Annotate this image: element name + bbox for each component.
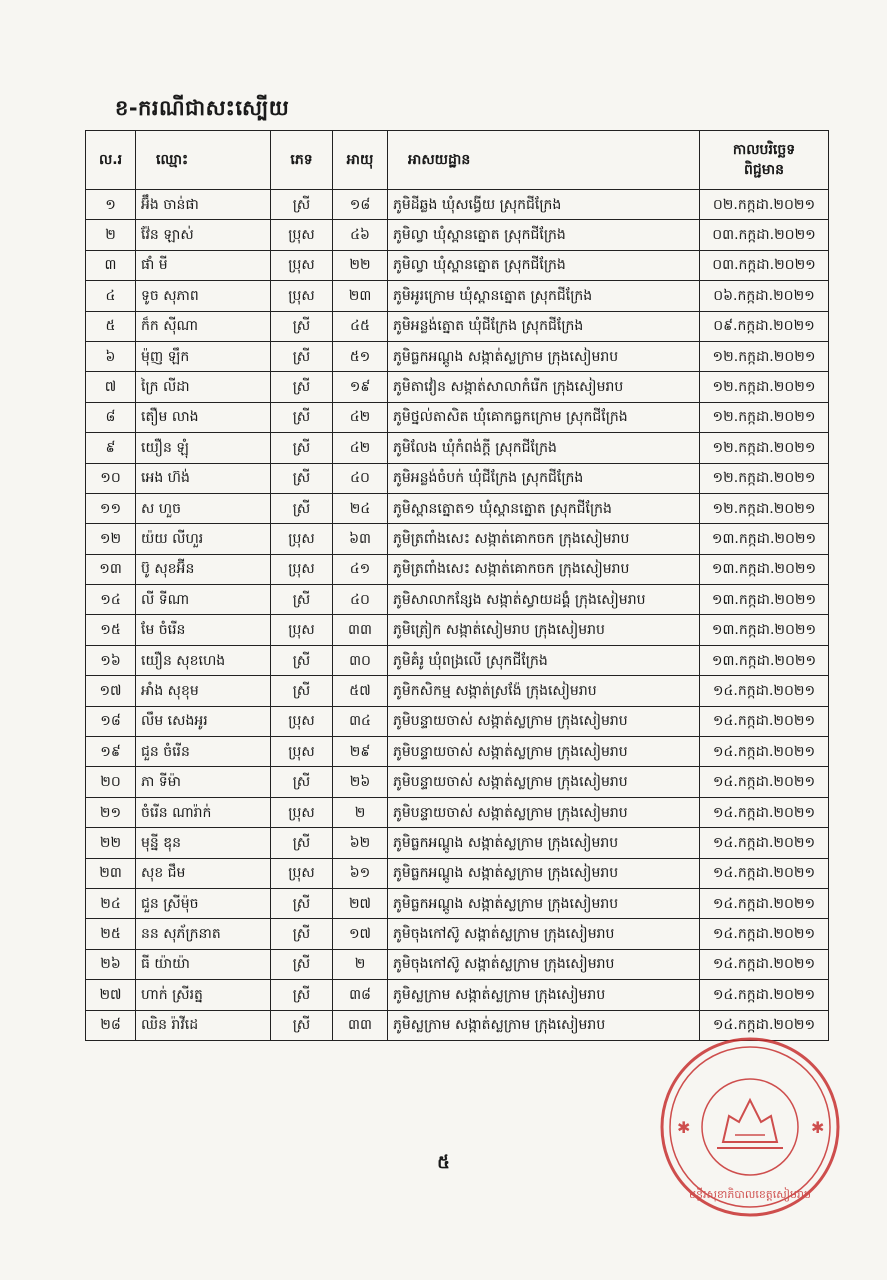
page-number: ៥ [437,1152,450,1173]
table-row [86,767,829,797]
cell-address: ភូមិថ្នល់តាសិត ឃុំគោកធ្លកក្រោម ស្រុកជីក្រែង [388,402,700,432]
cell-sex: ប្រុស [271,281,333,311]
table-row [86,919,829,949]
header-age: អាយុ [333,131,388,190]
cell-number: ២២ [86,828,136,858]
cell-age: ៣០ [333,645,388,675]
cell-name: ជួន ស្រីម៉ុច [136,888,271,918]
cell-sex: ស្រី [271,980,333,1010]
cell-name: ស ហួច [136,493,271,523]
table-row [86,524,829,554]
cell-sex: ប្រុស [271,250,333,280]
cell-name: ទូច សុភាព [136,281,271,311]
cell-sex: ស្រី [271,919,333,949]
cell-sex: ស្រី [271,676,333,706]
cell-sex: ប្រុស [271,554,333,584]
cell-number: ៤ [86,281,136,311]
cell-address: ភូមិចុងកៅស៊ូ សង្កាត់ស្លក្រាម ក្រុងសៀមរាប [388,949,700,979]
cell-number: ៩ [86,433,136,463]
cell-name: ក៏ក ស៊ីណា [136,311,271,341]
cell-date: ១២.កក្កដា.២០២១ [700,372,829,402]
cell-sex: ស្រី [271,433,333,463]
cell-date: ១២.កក្កដា.២០២១ [700,341,829,371]
cell-date: ១៤.កក្កដា.២០២១ [700,737,829,767]
cell-date: ១៣.កក្កដា.២០២១ [700,524,829,554]
cell-age: ៤២ [333,433,388,463]
table-row [86,220,829,250]
header-number: ល.រ [86,131,136,190]
cell-age: ៣៣ [333,1010,388,1040]
cell-date: ១៤.កក្កដា.២០២១ [700,949,829,979]
cell-address: ភូមិស្លក្រាម សង្កាត់ស្លក្រាម ក្រុងសៀមរាប [388,1010,700,1040]
cell-address: ភូមិអូរក្រោម ឃុំស្ពានត្នោត ស្រុកជីក្រែង [388,281,700,311]
cell-age: ២៩ [333,737,388,767]
cell-age: ៥៧ [333,676,388,706]
cell-name: យ៉យ លីហួរ [136,524,271,554]
table-row [86,858,829,888]
cell-name: មុន្នី ឌុន [136,828,271,858]
cell-sex: ប្រុស [271,706,333,736]
table-row [86,311,829,341]
table-row [86,250,829,280]
table-row [86,828,829,858]
cell-age: ១៧ [333,919,388,949]
cell-sex: ប្រុស [271,524,333,554]
cell-address: ភូមិធ្លកអណ្ដូង សង្កាត់ស្លក្រាម ក្រុងសៀមរាប [388,858,700,888]
recovered-cases-table [85,130,829,1041]
cell-number: ៧ [86,372,136,402]
cell-address: ភូមិអន្លង់ត្នោត ឃុំជីក្រែង ស្រុកជីក្រែង [388,311,700,341]
table-row [86,645,829,675]
seal-star-left-icon: ✱ [677,1118,691,1137]
cell-date: ១៤.កក្កដា.២០២១ [700,919,829,949]
cell-age: ៤២ [333,402,388,432]
cell-age: ៤៥ [333,311,388,341]
cell-date: ១៣.កក្កដា.២០២១ [700,554,829,584]
cell-date: ១២.កក្កដា.២០២១ [700,433,829,463]
cell-name: តឿម លាង [136,402,271,432]
cell-number: ៣ [86,250,136,280]
cell-address: ភូមិបន្ទាយចាស់ សង្កាត់ស្លក្រាម ក្រុងសៀមរាប [388,737,700,767]
cell-age: ៦១ [333,858,388,888]
header-sex: ភេទ [271,131,333,190]
cell-name: នន សុភ័ក្រនាត [136,919,271,949]
cell-number: ៦ [86,341,136,371]
table-row [86,341,829,371]
cell-name: ជួន ចំរើន [136,737,271,767]
table-row [86,493,829,523]
cell-age: ២៧ [333,888,388,918]
cell-number: ២១ [86,797,136,827]
cell-address: ភូមិធ្លកអណ្ដូង សង្កាត់ស្លក្រាម ក្រុងសៀមរាប [388,341,700,371]
cell-sex: ប្រុស [271,220,333,250]
cell-name: លី ទីណា [136,585,271,615]
table-header-row [86,131,829,190]
cell-age: ២២ [333,250,388,280]
cell-age: ៤៦ [333,220,388,250]
cell-date: ១៤.កក្កដា.២០២១ [700,797,829,827]
cell-sex: ស្រី [271,493,333,523]
cell-age: ៤០ [333,585,388,615]
cell-number: ២០ [86,767,136,797]
table-row [86,372,829,402]
cell-name: សុខ ជឹម [136,858,271,888]
cell-date: ១៤.កក្កដា.២០២១ [700,980,829,1010]
cell-address: ភូមិធ្លកអណ្ដូង សង្កាត់ស្លក្រាម ក្រុងសៀមរាប [388,888,700,918]
cell-date: ១៤.កក្កដា.២០២១ [700,1010,829,1040]
table-row [86,949,829,979]
cell-number: ២៥ [86,919,136,949]
cell-date: ០៣.កក្កដា.២០២១ [700,220,829,250]
cell-name: ប៊ូ សុខអ៊ីន [136,554,271,584]
cell-age: ៤០ [333,463,388,493]
cell-name: យឿន សុខហេង [136,645,271,675]
cell-age: ២៣ [333,281,388,311]
cell-sex: ស្រី [271,311,333,341]
cell-number: ១០ [86,463,136,493]
cell-name: ហាក់ ស្រីរត្ន [136,980,271,1010]
cell-number: ២៤ [86,888,136,918]
cell-address: ភូមិធ្លកអណ្ដូង សង្កាត់ស្លក្រាម ក្រុងសៀមរាប [388,828,700,858]
cell-name: ចំរើន ណារ៉ាក់ [136,797,271,827]
cell-date: ១៤.កក្កដា.២០២១ [700,888,829,918]
header-date-line2: ពិជ្ជមាន [744,162,784,178]
cell-address: ភូមិកសិកម្ម សង្កាត់ស្រង៉ែ ក្រុងសៀមរាប [388,676,700,706]
cell-date: ១២.កក្កដា.២០២១ [700,402,829,432]
cell-date: ១៣.កក្កដា.២០២១ [700,585,829,615]
cell-address: ភូមិត្រពាំងសេះ សង្កាត់គោកចក ក្រុងសៀមរាប [388,554,700,584]
cell-sex: ស្រី [271,402,333,432]
cell-age: ៥១ [333,341,388,371]
cell-sex: ស្រី [271,767,333,797]
cell-number: ១៨ [86,706,136,736]
table-row [86,463,829,493]
table-row [86,615,829,645]
table-row [86,706,829,736]
cell-address: ភូមិត្រៀក សង្កាត់សៀមរាប ក្រុងសៀមរាប [388,615,700,645]
cell-number: ១៩ [86,737,136,767]
cell-date: ១៤.កក្កដា.២០២១ [700,706,829,736]
cell-address: ភូមិស្លក្រាម សង្កាត់ស្លក្រាម ក្រុងសៀមរាប [388,980,700,1010]
cell-name: អេង ហ៊ង់ [136,463,271,493]
cell-date: ១៤.កក្កដា.២០២១ [700,858,829,888]
table-row [86,676,829,706]
cell-number: ១ [86,190,136,220]
cell-address: ភូមិបន្ទាយចាស់ សង្កាត់ស្លក្រាម ក្រុងសៀមរាប [388,797,700,827]
cell-name: យឿន ឡុំ [136,433,271,463]
cell-name: មែ ចំរើន [136,615,271,645]
cell-address: ភូមិដីឆ្លង ឃុំសង្វើយ ស្រុកជីក្រែង [388,190,700,220]
cell-age: ២៦ [333,767,388,797]
cell-age: ១៨ [333,190,388,220]
cell-name: ផាំ មី [136,250,271,280]
cell-number: ២៧ [86,980,136,1010]
cell-name: អ៊ឹង ចាន់ផា [136,190,271,220]
cell-name: អាំង សុខុម [136,676,271,706]
table-row [86,433,829,463]
cell-sex: ស្រី [271,463,333,493]
table-row [86,980,829,1010]
cell-address: ភូមិគំរូ ឃុំពង្រលើ ស្រុកជីក្រែង [388,645,700,675]
cell-date: ១២.កក្កដា.២០២១ [700,463,829,493]
cell-number: ១៤ [86,585,136,615]
cell-sex: ប្រុស [271,737,333,767]
cell-age: ៣៨ [333,980,388,1010]
cell-number: ២៦ [86,949,136,979]
cell-sex: ស្រី [271,949,333,979]
header-name: ឈ្មោះ [136,131,271,190]
header-address: អាសយដ្ឋាន [388,131,700,190]
cell-number: ៥ [86,311,136,341]
cell-name: ធី យ៉ាយ៉ា [136,949,271,979]
cell-sex: ស្រី [271,372,333,402]
cell-date: ១៣.កក្កដា.២០២១ [700,615,829,645]
table-row [86,737,829,767]
cell-date: ០៦.កក្កដា.២០២១ [700,281,829,311]
cell-number: ៨ [86,402,136,432]
cell-age: ២៤ [333,493,388,523]
cell-number: ២៨ [86,1010,136,1040]
cell-address: ភូមិល្វា ឃុំស្ពានត្នោត ស្រុកជីក្រែង [388,250,700,280]
cell-number: ២ [86,220,136,250]
table-row [86,797,829,827]
cell-date: ០២.កក្កដា.២០២១ [700,190,829,220]
cell-age: ១៩ [333,372,388,402]
section-title: ខ-ករណីជាសះស្បើយ [115,96,290,120]
cell-date: ០៣.កក្កដា.២០២១ [700,250,829,280]
table-row [86,190,829,220]
cell-age: ២ [333,797,388,827]
cell-sex: ស្រី [271,341,333,371]
cell-name: វ៉ែន ឡាស់ [136,220,271,250]
cell-age: ៤១ [333,554,388,584]
cell-address: ភូមិស្ពានត្នោត១ ឃុំស្ពានត្នោត ស្រុកជីក្រែង [388,493,700,523]
cell-number: ១៣ [86,554,136,584]
cell-sex: ស្រី [271,888,333,918]
seal-star-right-icon: ✱ [811,1118,825,1137]
cell-number: ១៥ [86,615,136,645]
seal-label: មន្ទីរសុខាភិបាលខេត្តសៀមរាប [689,1188,811,1201]
cell-sex: ប្រុស [271,615,333,645]
table-row [86,554,829,584]
cell-name: ម៉ុញ ឡឹក [136,341,271,371]
table-row [86,281,829,311]
cell-sex: ស្រី [271,645,333,675]
cell-sex: ស្រី [271,190,333,220]
cell-date: ១៣.កក្កដា.២០២១ [700,645,829,675]
cell-name: ក្រៃ លីដា [136,372,271,402]
cell-sex: ប្រុស [271,797,333,827]
cell-sex: ស្រី [271,828,333,858]
cell-age: ៦២ [333,828,388,858]
header-date [700,131,829,190]
cell-date: ០៩.កក្កដា.២០២១ [700,311,829,341]
official-seal [655,1030,845,1225]
cell-address: ភូមិចុងកៅស៊ូ សង្កាត់ស្លក្រាម ក្រុងសៀមរាប [388,919,700,949]
cell-number: ១២ [86,524,136,554]
cell-address: ភូមិបន្ទាយចាស់ សង្កាត់ស្លក្រាម ក្រុងសៀមរាប [388,767,700,797]
cell-address: ភូមិអន្លង់ចំបក់ ឃុំជីក្រែង ស្រុកជីក្រែង [388,463,700,493]
cell-address: ភូមិសាលាកន្សែង សង្កាត់ស្វាយដង្គំ ក្រុងសៀមរាប [388,585,700,615]
table-row [86,585,829,615]
table-row [86,402,829,432]
cell-date: ១៤.កក្កដា.២០២១ [700,676,829,706]
cell-age: ៦៣ [333,524,388,554]
cell-number: ១៧ [86,676,136,706]
cell-sex: ស្រី [271,585,333,615]
cell-date: ១៤.កក្កដា.២០២១ [700,767,829,797]
cell-sex: ប្រុស [271,858,333,888]
cell-name: ភា ទីម៉ា [136,767,271,797]
cell-address: ភូមិតាវៀន សង្កាត់សាលាកំរើក ក្រុងសៀមរាប [388,372,700,402]
table-row [86,888,829,918]
cell-age: ៣៤ [333,706,388,736]
cell-date: ១២.កក្កដា.២០២១ [700,493,829,523]
cell-address: ភូមិត្រពាំងសេះ សង្កាត់គោកចក ក្រុងសៀមរាប [388,524,700,554]
cell-age: ៣៣ [333,615,388,645]
cell-age: ២ [333,949,388,979]
cell-number: ១១ [86,493,136,523]
cell-name: លឹម សេងអូរ [136,706,271,736]
cell-number: ១៦ [86,645,136,675]
header-date-line1: កាលបរិច្ឆេទ [732,142,796,158]
cell-address: ភូមិលែង ឃុំកំពង់ក្ដី ស្រុកជីក្រែង [388,433,700,463]
cell-address: ភូមិល្វា ឃុំស្ពានត្នោត ស្រុកជីក្រែង [388,220,700,250]
cell-number: ២៣ [86,858,136,888]
cell-date: ១៤.កក្កដា.២០២១ [700,828,829,858]
cell-name: ឈិន រ៉ាវីដេ [136,1010,271,1040]
cell-sex: ស្រី [271,1010,333,1040]
cell-address: ភូមិបន្ទាយចាស់ សង្កាត់ស្លក្រាម ក្រុងសៀមរាប [388,706,700,736]
